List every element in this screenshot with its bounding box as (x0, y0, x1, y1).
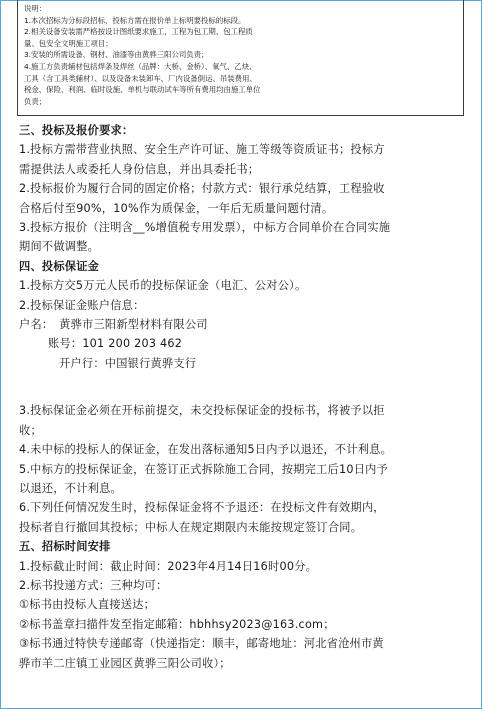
body-line: 期间不做调整。 (19, 240, 100, 254)
section-heading: 三、投标及报价要求： (19, 124, 134, 137)
note-line: 4.施工方负责辅材包括焊条及焊丝（品牌：大桥、金桥）、氧气、乙炔、 (24, 61, 257, 71)
note-line: 负责； (24, 96, 47, 106)
body-line: 2.标书投递方式：三种均可： (19, 578, 168, 592)
body-line: 合格后付至90%，10%作为质保金，一年后无质量问题付清。 (19, 201, 334, 215)
body-line: 5.中标方的投标保证金，在签订正式拆除施工合同，按期完工后10日内予 (19, 462, 389, 476)
section-heading: 五、招标时间安排 (19, 540, 111, 554)
body-line: 3.投标方报价（注明含__%增值税专用发票），中标方合同单价在合同实施 (19, 221, 391, 235)
body-line: 4.未中标的投标人的保证金，在发出落标通知5日内予以退还，不计利息。 (19, 443, 393, 457)
note-line: 量、包安全文明施工项目； (24, 38, 113, 48)
body-line: 6.下列任何情况发生时，投标保证金将不予退还：在投标文件有效期内， (19, 501, 385, 515)
body-line: ②标书盖章扫描件发至指定邮箱：hbhhsy2023@163.com； (19, 617, 335, 631)
spacer (19, 373, 479, 401)
body-line: ③标书通过特快专递邮寄（快递指定：顺丰，邮寄地址：河北省沧州市黄 (19, 637, 384, 651)
body-line: 1.投标截止时间：截止时间：2023年4月14日16时00分。 (19, 559, 318, 573)
body-line: 3.投标保证金必须在开标前提交，未交投标保证金的投标书，将被予以拒 (19, 404, 385, 418)
body-line: 户名： 黄骅市三阳新型材料有限公司 (19, 318, 208, 332)
notes-heading: 说明： (24, 4, 47, 13)
note-line: 税金、保险、利润、临时设施、单机与联动试车等所有费用均由施工单位 (24, 85, 261, 95)
body-line: 收； (19, 423, 42, 437)
body-line: 2.投标保证金账户信息： (19, 298, 145, 312)
body-line: ①标书由投标人直接送达； (19, 598, 156, 612)
body-line: 开户行：中国银行黄骅支行 (59, 356, 197, 370)
body-line: 2.投标报价为履行合同的固定价格；付款方式：银行承兑结算，工程验收 (19, 182, 385, 196)
section-heading: 四、投标保证金 (19, 259, 100, 273)
body-line: 以退还，不计利息。 (19, 481, 122, 495)
note-line: 1.本次招标为分标段招标，投标方需在报价单上标明要投标的标段。 (24, 15, 246, 25)
note-line: 2.相关设备安装需严格按设计图纸要求施工，工程为包工期、包工程质 (24, 27, 253, 37)
note-line: 工具（含工具类辅材）、以及设备未装卸车、厂内设备倒运、吊装费用、 (24, 73, 257, 83)
notes-box (17, 0, 464, 116)
body-line: 1.投标方需带营业执照、安全生产许可证、施工等级等资质证书；投标方 (19, 143, 385, 157)
body-line: 1.投标方交5万元人民币的投标保证金（电汇、公对公）。 (19, 279, 307, 293)
note-line: 3.安装的所需设备、钢材、油漆等由黄骅三阳公司负责； (24, 50, 209, 60)
document-body (19, 121, 479, 673)
body-line: 投标者自行撤回其投标；中标人在规定期限内未能按规定签订合同。 (19, 520, 363, 534)
body-line: 骅市羊二庄镇工业园区黄骅三阳公司收）； (19, 656, 231, 670)
body-line: 需提供法人或委托人身份信息，并出具委托书； (19, 162, 260, 176)
body-line: 账号：101 200 203 462 (48, 337, 183, 351)
